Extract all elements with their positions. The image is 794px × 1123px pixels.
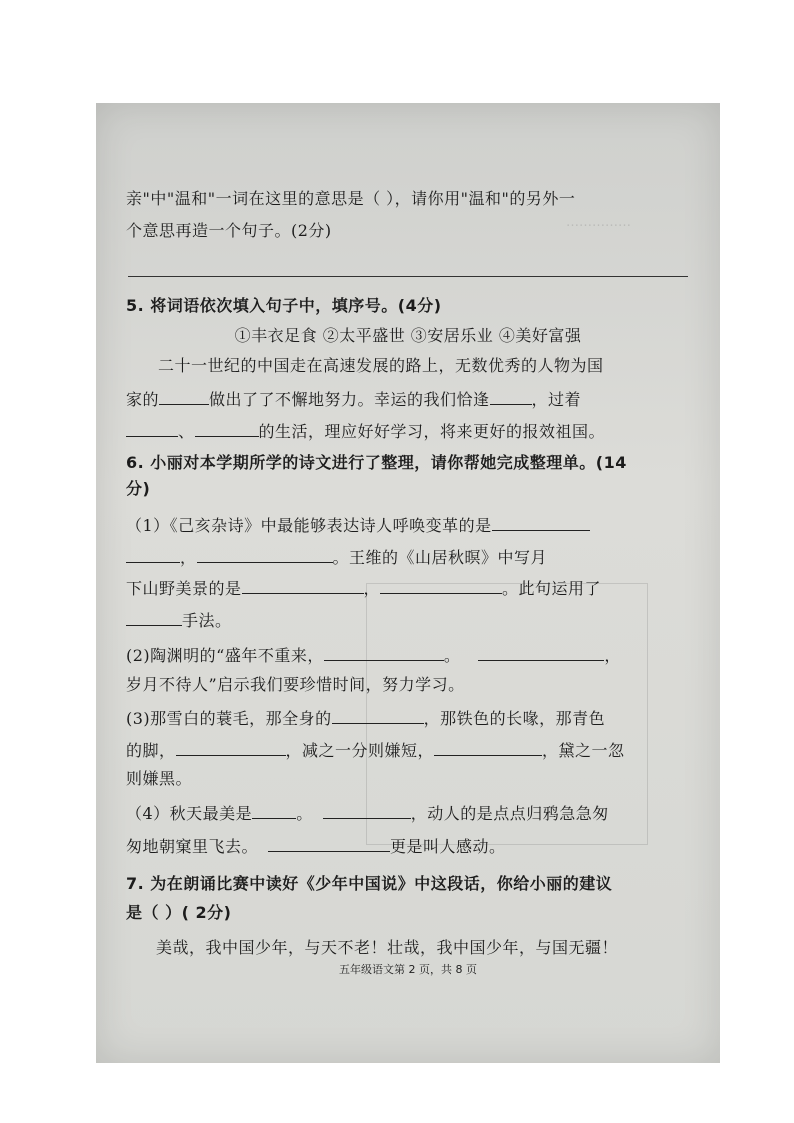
q6-1-blank-6[interactable] <box>126 609 182 626</box>
q4-tail-line1: 亲"中"温和"一词在这里的意思是（ ），请你用"温和"的另外一 <box>126 189 576 208</box>
q5-text-line3: 、 的生活，理应好好学习，将来更好的报效祖国。 <box>126 420 720 442</box>
q6-1-blank-1[interactable] <box>492 514 590 531</box>
q6-4-line2: 匆地朝窠里飞去。 更是叫人感动。 <box>126 837 506 856</box>
show-through-text: …………… <box>566 215 631 230</box>
q6-1-line2: ， 。王维的《山居秋暝》中写月 <box>126 546 720 568</box>
q7-line2: 是（ ）( 2分) <box>126 903 232 922</box>
q6-3-blank-1[interactable] <box>332 707 424 724</box>
q5-text-line2: 家的 做出了了不懈地努力。幸运的我们恰逢 ，过着 <box>126 390 582 409</box>
q6-1-line4: 手法。 <box>126 609 720 631</box>
q6-4-blank-1[interactable] <box>252 802 296 819</box>
q6-2-blank-1[interactable] <box>324 644 444 661</box>
q6-1-blank-3[interactable] <box>197 546 333 563</box>
q5-blank-3[interactable] <box>126 420 178 437</box>
q6-3-line2: 的脚， ，减之一分则嫌短， ，黛之一忽 <box>126 741 625 760</box>
q7-line1: 7. 为在朗诵比赛中读好《少年中国说》中这段话，你给小丽的建议 <box>126 874 613 893</box>
answer-line[interactable] <box>128 276 688 277</box>
q6-1-blank-5[interactable] <box>380 577 502 594</box>
q5-blank-2[interactable] <box>490 388 532 405</box>
q7-quote: 美哉，我中国少年，与天不老！壮哉，我中国少年，与国无疆！ <box>156 938 619 957</box>
q6-2-blank-2[interactable] <box>478 644 604 661</box>
q6-3-line1: (3)那雪白的蓑毛，那全身的 ，那铁色的长喙，那青色 <box>126 709 606 728</box>
q4-tail-line2: 个意思再造一个句子。(2分) <box>126 221 332 240</box>
q5-options: ①丰衣足食 ②太平盛世 ③安居乐业 ④美好富强 <box>234 326 582 345</box>
q6-2-line2: 岁月不待人”启示我们要珍惜时间，努力学习。 <box>126 675 465 694</box>
q5-blank-1[interactable] <box>159 388 209 405</box>
q6-1-blank-4[interactable] <box>242 577 364 594</box>
page-footer: 五年级语文第 2 页，共 8 页 <box>339 963 477 976</box>
q6-1-line1: （1）《己亥杂诗》中最能够表达诗人呼唤变革的是 <box>126 514 720 536</box>
q5-title: 5. 将词语依次填入句子中，填序号。(4分) <box>126 296 442 315</box>
q6-title-line1: 6. 小丽对本学期所学的诗文进行了整理，请你帮她完成整理单。(14 <box>126 453 627 472</box>
q6-1-line3: 下山野美景的是 ， 。此句运用了 <box>126 579 602 598</box>
q6-4-line1: （4）秋天最美是 。 ，动人的是点点归鸦急急匆 <box>126 804 609 823</box>
q6-2-line1: (2)陶渊明的“盛年不重来， 。 ， <box>126 646 621 665</box>
q6-4-blank-2[interactable] <box>323 802 411 819</box>
q5-blank-4[interactable] <box>195 420 259 437</box>
q5-text-line1: 二十一世纪的中国走在高速发展的路上，无数优秀的人物为国 <box>158 356 604 375</box>
q6-title-line2: 分) <box>126 479 151 498</box>
q6-3-blank-2[interactable] <box>176 739 286 756</box>
q6-3-line3: 则嫌黑。 <box>126 769 193 788</box>
q6-3-blank-3[interactable] <box>434 739 542 756</box>
q6-1-blank-2[interactable] <box>126 546 180 563</box>
q6-4-blank-3[interactable] <box>268 835 390 852</box>
exam-paper <box>96 103 720 1063</box>
